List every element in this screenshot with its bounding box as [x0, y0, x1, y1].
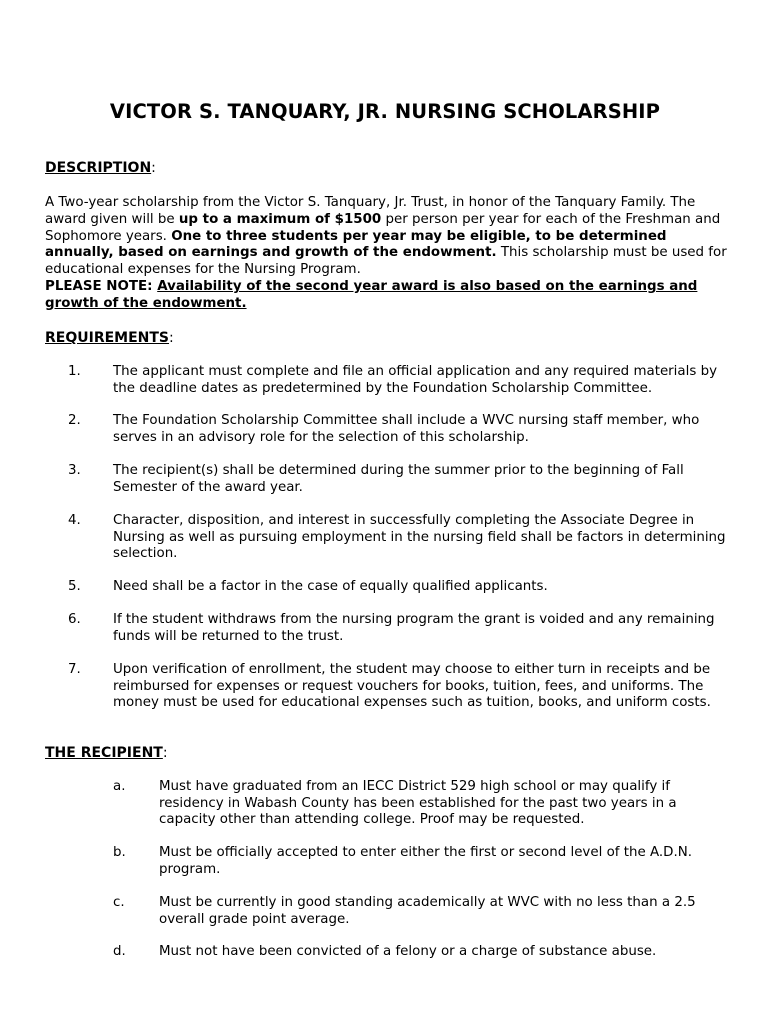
requirement-text: The Foundation Scholarship Committee shall include a WVC nursing staff member, who serves in an advisory role for the selection of this scholarship. — [113, 413, 700, 445]
requirement-text: Upon verification of enrollment, the student may choose to either turn in receipts and be reimbursed for expenses or request vouchers for books, tuition, fees, and uniforms. The money must be used for educational expenses such as tuition, books, and uniform costs. — [113, 662, 711, 711]
description-heading — [45, 160, 156, 176]
please-note-text: Availability of the second year award is also based on the earnings and growth of the endowment. — [45, 278, 698, 311]
requirement-number: 5. — [68, 579, 81, 594]
recipient-text: Must not have been convicted of a felony or a charge of substance abuse. — [159, 944, 657, 959]
recipient-text: Must have graduated from an IECC District 529 high school or may qualify if residency in Wabash County has been established for the past two years in a capacity other than attending college. Proof may be requested. — [159, 779, 677, 828]
requirements-heading-label: REQUIREMENTS — [45, 330, 170, 346]
recipient-heading — [45, 745, 168, 761]
description-text-2: per person per year for each of the Freshman and Sophomore years. — [45, 211, 721, 244]
requirements-heading — [45, 330, 174, 346]
description-text-1: A Two-year scholarship from the Victor S. Tanquary, Jr. Trust, in honor of the Tanquary Family. The award given will be — [45, 195, 696, 227]
requirement-number: 4. — [68, 513, 81, 528]
requirement-number: 7. — [68, 662, 81, 677]
requirement-number: 1. — [68, 364, 81, 379]
recipient-text: Must be officially accepted to enter either the first or second level of the A.D.N. program. — [159, 845, 692, 877]
description-max-amount: up to a maximum of $1500 — [178, 211, 382, 227]
recipient-text: Must be currently in good standing academically at WVC with no less than a 2.5 overall grade point average. — [159, 895, 696, 927]
requirement-text: The applicant must complete and file an official application and any required materials by the deadline dates as predetermined by the Foundation Scholarship Committee. — [113, 364, 717, 396]
please-note-label: PLEASE NOTE: — [45, 278, 158, 294]
recipient-letter: b. — [113, 845, 126, 860]
description-eligibility: One to three students per year may be eligible, to be determined annually, based on earnings and growth of the endowment. — [45, 228, 667, 261]
description-paragraph — [45, 195, 735, 313]
recipient-heading-label: THE RECIPIENT — [45, 745, 163, 761]
recipient-letter: d. — [113, 944, 126, 959]
description-heading-label: DESCRIPTION — [45, 160, 152, 176]
recipient-letter: c. — [113, 895, 125, 910]
requirement-text: The recipient(s) shall be determined during the summer prior to the beginning of Fall Semester of the award year. — [113, 463, 684, 495]
requirement-text: Character, disposition, and interest in successfully completing the Associate Degree in Nursing as well as pursuing employment in the nursing field shall be factors in determining selection. — [113, 513, 726, 562]
description-heading-colon: : — [151, 160, 156, 176]
requirement-text: Need shall be a factor in the case of equally qualified applicants. — [113, 579, 548, 594]
requirement-number: 6. — [68, 612, 81, 627]
requirements-heading-colon: : — [169, 330, 174, 346]
requirement-number: 3. — [68, 463, 81, 478]
recipient-heading-colon: : — [162, 745, 168, 761]
description-text-3: This scholarship must be used for educational expenses for the Nursing Program. — [45, 245, 727, 278]
requirement-number: 2. — [68, 413, 81, 428]
recipient-letter: a. — [113, 779, 126, 794]
requirement-text: If the student withdraws from the nursing program the grant is voided and any remaining funds will be returned to the trust. — [113, 612, 715, 644]
page-title: VICTOR S. TANQUARY, JR. NURSING SCHOLARSHIP — [109, 100, 661, 123]
